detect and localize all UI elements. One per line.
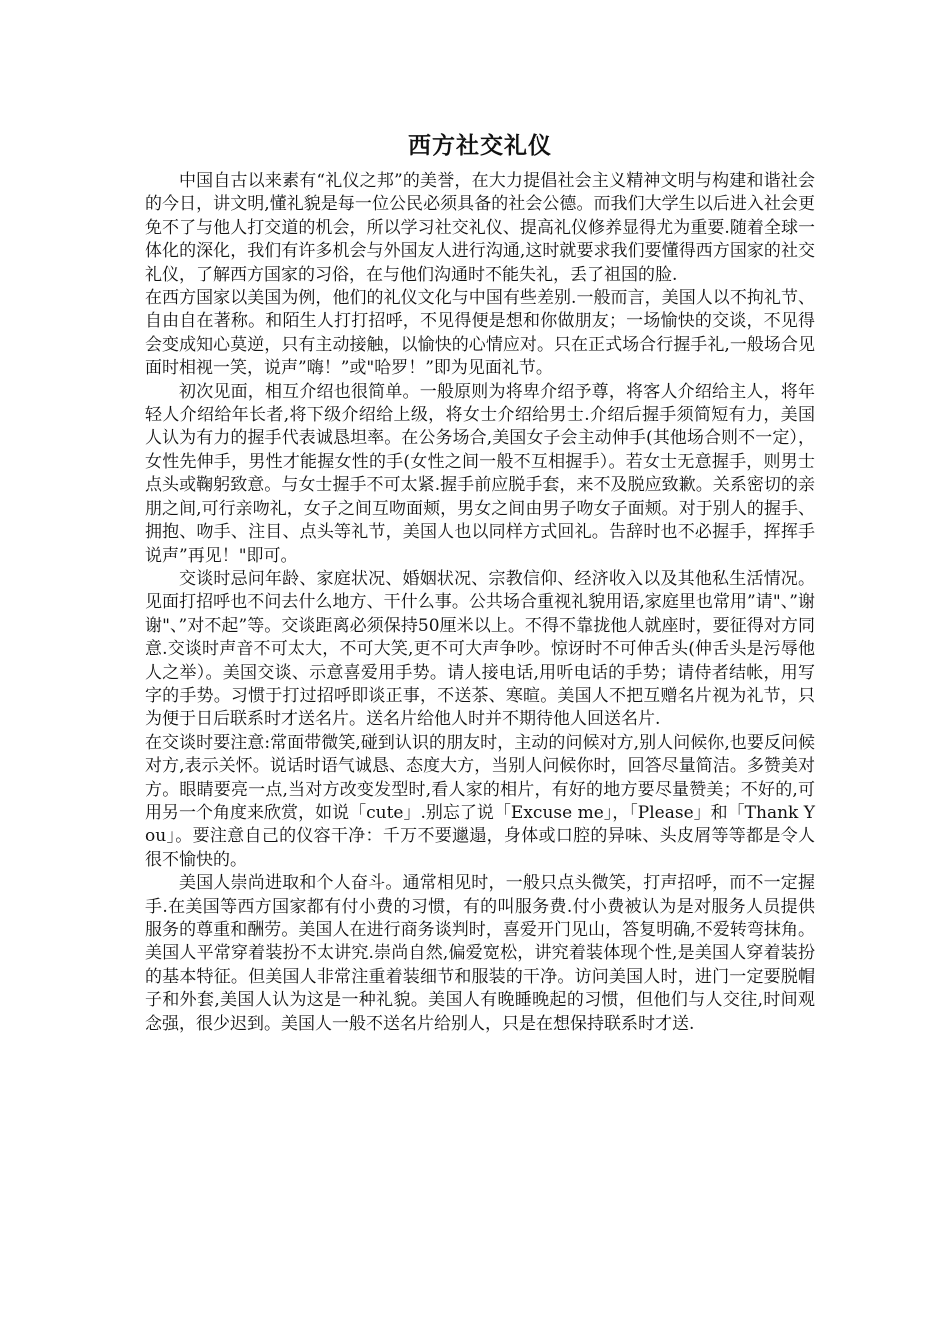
document-title: 西方社交礼仪 — [408, 132, 552, 159]
paragraph-introductions: 初次见面，相互介绍也很简单。一般原则为将卑介绍予尊，将客人介绍给主人，将年轻人介绍给年长者,将下级介绍给上级，将女士介绍给男士.介绍后握手须简短有力，美国人认为有力的握手代表诚恳坦率。在公务场合,美国女子会主动伸手(其他场合则不一定），女性先伸手，男性才能握女性的手(女性之间一般不互相握手）。若女士无意握手，则男士点头或鞠躬致意。与女士握手不可太紧.握手前应脱手套，来不及脱应致歉。关系密切的亲朋之间,可行亲吻礼，女子之间互吻面颊，男女之间由男子吻女子面颊。对于别人的握手、拥抱、吻手、注目、点头等礼节，美国人也以同样方式回礼。告辞时也不必握手，挥挥手说声”再见！"即可。 — [145, 381, 815, 566]
paragraph-conversation-tips: 在交谈时要注意:常面带微笑,碰到认识的朋友时，主动的问候对方,别人问候你,也要反问候对方,表示关怀。说话时语气诚恳、态度大方，当别人问候你时，回答尽量简洁。多赞美对方。眼睛要亮一点,当对方改变发型时,看人家的相片，有好的地方要尽量赞美；不好的,可用另一个角度来欣赏，如说「cute」.别忘了说「Excuse me」，「Please」和「Thank You」。要注意自己的仪容干净：千万不要邋遢，身体或口腔的异味、头皮屑等等都是令人很不愉快的。 — [145, 732, 815, 870]
paragraph-conversation-taboos: 交谈时忌问年龄、家庭状况、婚姻状况、宗教信仰、经济收入以及其他私生活情况。见面打招呼也不问去什么地方、干什么事。公共场合重视礼貌用语,家庭里也常用”请"、”谢谢"、”对不起”等。交谈距离必须保持50厘米以上。不得不靠拢他人就座时，要征得对方同意.交谈时声音不可太大，不可大笑,更不可大声争吵。惊讶时不可伸舌头(伸舌头是污辱他人之举）。美国交谈、示意喜爱用手势。请人接电话,用听电话的手势；请侍者结帐，用写字的手势。习惯于打过招呼即谈正事，不送茶、寒暄。美国人不把互赠名片视为礼节，只为便于日后联系时才送名片。送名片给他人时并不期待他人回送名片. — [145, 568, 815, 730]
paragraph-us-example: 在西方国家以美国为例，他们的礼仪文化与中国有些差别.一般而言，美国人以不拘礼节、自由自在著称。和陌生人打打招呼，不见得便是想和你做朋友；一场愉快的交谈，不见得会变成知心莫逆，只有主动接触，以愉快的心情应对。只在正式场合行握手礼,一般场合见面时相视一笑，说声”嗨！”或"哈罗！”即为见面礼节。 — [145, 288, 815, 379]
paragraph-intro: 中国自古以来素有“礼仪之邦”的美誉，在大力提倡社会主义精神文明与构建和谐社会的今日，讲文明,懂礼貌是每一位公民必须具备的社会公德。而我们大学生以后进入社会更免不了与他人打交道的机会，所以学习社交礼仪、提高礼仪修养显得尤为重要.随着全球一体化的深化，我们有许多机会与外国友人进行沟通,这时就要求我们要懂得西方国家的社交礼仪，了解西方国家的习俗，在与他们沟通时不能失礼，丢了祖国的脸. — [145, 171, 815, 285]
paragraph-american-customs: 美国人崇尚进取和个人奋斗。通常相见时，一般只点头微笑，打声招呼，而不一定握手.在美国等西方国家都有付小费的习惯，有的叫服务费.付小费被认为是对服务人员提供服务的尊重和酬劳。美国人在进行商务谈判时，喜爱开门见山，答复明确,不爱转弯抹角。美国人平常穿着装扮不太讲究.崇尚自然,偏爱宽松，讲究着装体现个性,是美国人穿着装扮的基本特征。但美国人非常注重着装细节和服装的干净。访问美国人时，进门一定要脱帽子和外套,美国人认为这是一种礼貌。美国人有晚睡晚起的习惯，但他们与人交往,时间观念强，很少迟到。美国人一般不送名片给别人，只是在想保持联系时才送. — [145, 873, 815, 1034]
document-page — [145, 130, 815, 1036]
